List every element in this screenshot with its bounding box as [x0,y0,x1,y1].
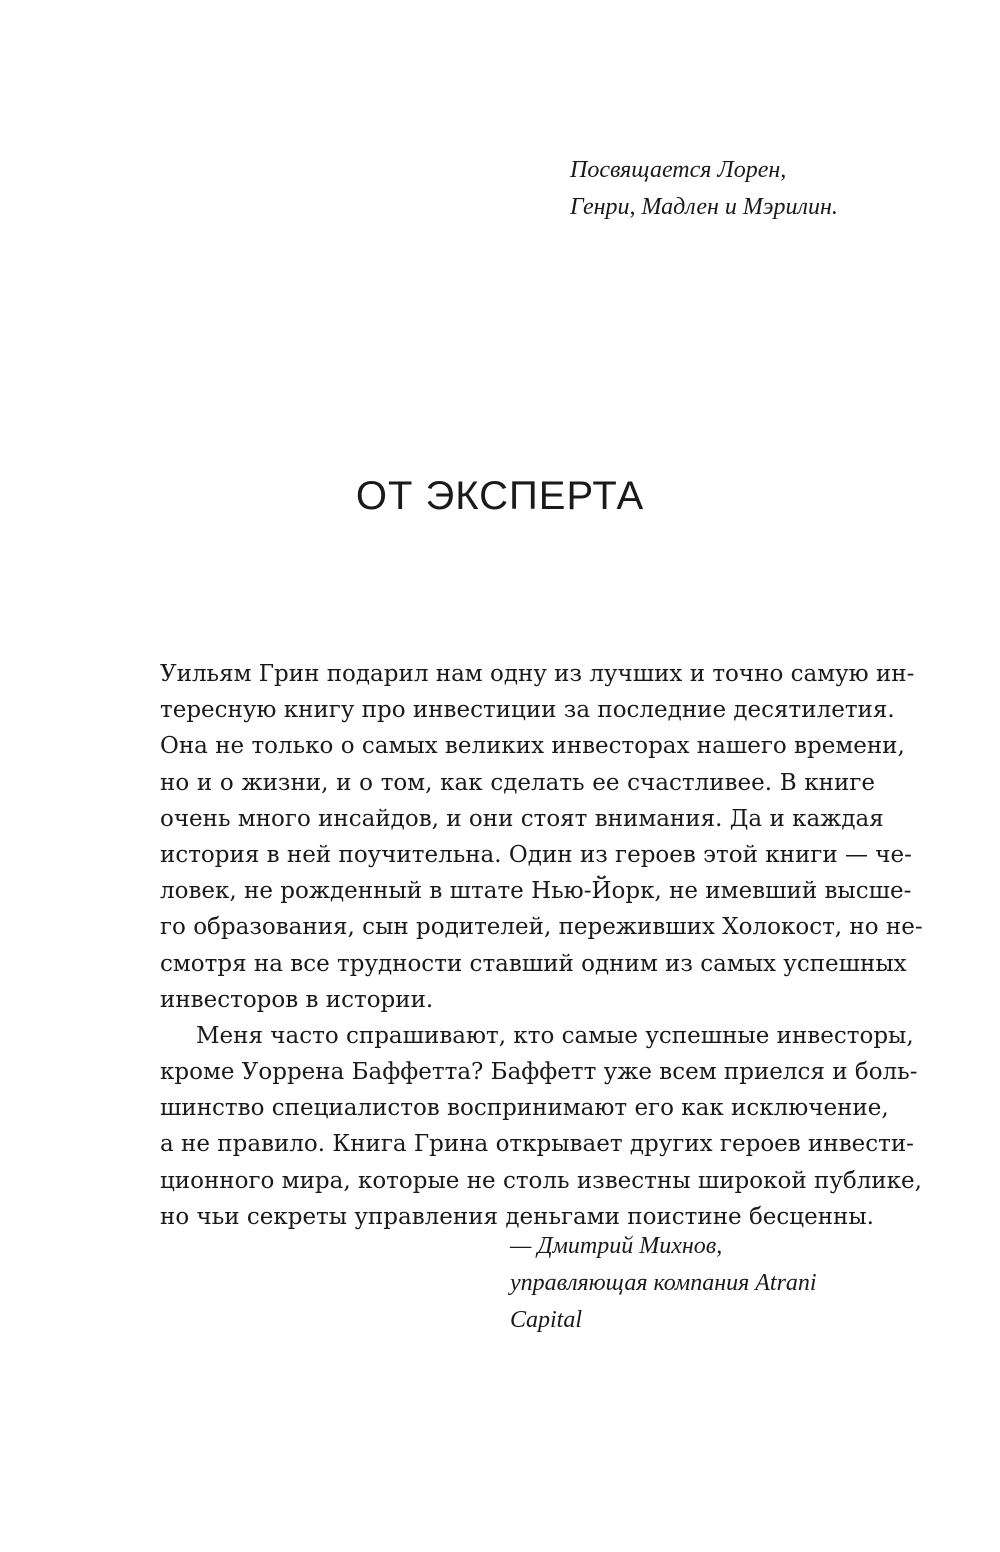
text-line: кроме Уоррена Баффетта? Баффетт уже всем приелся и боль- [160,1059,918,1086]
text-line: но чьи секреты управления деньгами поистине бесценны. [160,1203,874,1230]
signature [510,1228,890,1339]
signature-line: управляющая компания Atrani [510,1270,817,1296]
text-line: а не правило. Книга Грина открывает других героев инвести- [160,1131,914,1158]
signature-line: — Дмитрий Михнов, [510,1233,723,1259]
paragraph [160,656,923,1018]
dedication-line: Посвящается Лорен, [570,157,787,183]
text-line: тересную книгу про инвестиции за последние десятилетия. [160,697,895,724]
text-line: инвесторов в истории. [160,986,434,1013]
dedication [570,152,900,226]
text-line: очень много инсайдов, и они стоят внимания. Да и каждая [160,805,884,832]
text-line: история в ней поучительна. Один из героев этой книги — че- [160,841,912,868]
text-line: ловек, не рожденный в штате Нью-Йорк, не имевший высше- [160,878,912,905]
text-line: шинство специалистов воспринимают его как исключение, [160,1095,889,1122]
text-line: Уильям Грин подарил нам одну из лучших и точно самую ин- [160,661,915,687]
text-line: го образования, сын родителей, переживших Холокост, но не- [160,914,923,941]
text-line: смотря на все трудности ставший одним из самых успешных [160,950,907,977]
text-line: Она не только о самых великих инвесторах нашего времени, [160,733,905,760]
signature-line: Capital [510,1307,583,1333]
text-line: Меня часто спрашивают, кто самые успешные инвесторы, [196,1022,914,1049]
text-line: но и о жизни, и о том, как сделать ее счастливее. В книге [160,769,875,796]
expert-review-text [160,656,923,1235]
dedication-line: Генри, Мадлен и Мэрилин. [570,194,838,220]
paragraph [160,1018,922,1235]
text-line: ционного мира, которые не столь известны широкой публике, [160,1167,922,1194]
section-heading: ОТ ЭКСПЕРТА [355,474,645,518]
